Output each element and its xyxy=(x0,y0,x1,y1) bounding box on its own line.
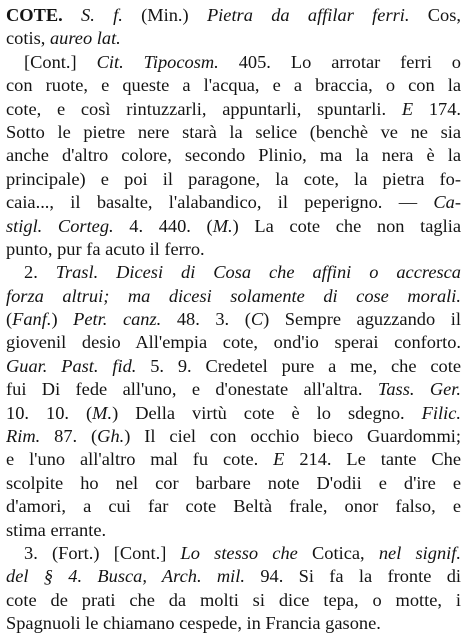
entry-line xyxy=(6,495,461,518)
entry-line xyxy=(6,4,461,27)
entry-text: Sotto le pietre nere starà la selice (benchè ve ne sia xyxy=(6,121,461,142)
headword: COTE. xyxy=(6,5,63,25)
entry-line xyxy=(6,612,461,635)
entry-text: ) Della virtù cote è lo sdegno. xyxy=(112,402,422,423)
italic-text: Fanf. xyxy=(12,309,52,330)
entry-line xyxy=(6,51,461,74)
entry-text: 87. ( xyxy=(40,426,98,447)
entry-text: ( xyxy=(6,309,13,330)
entry-line xyxy=(6,191,461,214)
italic-text: C xyxy=(250,309,264,330)
entry-text: principale) e poi il paragone, la cote, la pietra fo- xyxy=(6,168,461,189)
entry-text: 214. Le tante Che xyxy=(284,449,461,470)
entry-text: 405. Lo arrotar ferri o xyxy=(218,51,461,72)
italic-text: aureo lat. xyxy=(49,28,121,49)
italic-text: stigl. Corteg. xyxy=(6,215,114,236)
italic-text: Petr. canz. xyxy=(73,309,162,330)
italic-text: del § 4. Busca, Arch. mil. xyxy=(6,566,246,587)
entry-line xyxy=(6,472,461,495)
entry-line xyxy=(6,448,461,471)
entry-line xyxy=(6,589,461,612)
entry-text: 94. Si fa la fronte di xyxy=(245,566,461,587)
entry-line xyxy=(6,519,461,542)
entry-line xyxy=(6,378,461,401)
entry-text: Spagnuoli le chiamano cespede, in Francia gasone. xyxy=(6,613,381,634)
italic-text: Rim. xyxy=(6,426,41,447)
entry-line xyxy=(6,331,461,354)
entry-line xyxy=(6,98,461,121)
entry-line xyxy=(6,308,461,331)
entry-text: 4. 440. ( xyxy=(113,215,213,236)
entry-text: con ruote, e queste a l'acqua, e a braccia, o con la xyxy=(6,75,461,96)
entry-line xyxy=(6,285,461,308)
entry-text: e l'uno all'altro mal fu cote. xyxy=(6,449,274,470)
entry-line xyxy=(6,261,461,284)
italic-text: Trasl. Dicesi di Cosa che affini o accresca xyxy=(55,262,461,283)
entry-text: Cotica, xyxy=(297,542,379,563)
entry-text: 48. 3. ( xyxy=(161,309,251,330)
entry-text: [Cont.] xyxy=(24,51,97,72)
entry-line xyxy=(6,27,461,50)
entry-text: caia..., il basalte, l'alabandico, il peperigno. — xyxy=(6,192,434,213)
entry-text: punto, pur fa acuto il ferro. xyxy=(6,238,205,259)
italic-text: Guar. Past. fid. xyxy=(6,355,137,376)
entry-line xyxy=(6,355,461,378)
entry-line xyxy=(6,121,461,144)
entry-line xyxy=(6,425,461,448)
entry-line xyxy=(6,238,461,261)
italic-text: M. xyxy=(212,215,233,236)
entry-line xyxy=(6,542,461,565)
entry-text: anche d'altro colore, secondo Plinio, ma la nera è la xyxy=(6,145,461,166)
entry-line xyxy=(6,144,461,167)
entry-line xyxy=(6,402,461,425)
italic-text: nel signif. xyxy=(378,542,461,563)
italic-text: Cit. Tipocosm. xyxy=(96,51,219,72)
entry-line xyxy=(6,215,461,238)
italic-text: E xyxy=(401,98,414,119)
entry-text: ) Il ciel con occhio bieco Guardommi; xyxy=(124,426,461,447)
entry-text: giovenil desio All'empia cote, ond'io sperai conforto. xyxy=(6,332,461,353)
italic-text: forza altrui; ma dicesi solamente di cose morali. xyxy=(6,285,461,306)
entry-text: 3. (Fort.) [Cont.] xyxy=(24,542,181,563)
entry-line xyxy=(6,74,461,97)
entry-text: fui Di fede all'uno, e d'onestate all'altra. xyxy=(6,379,378,400)
entry-text: 2. xyxy=(24,262,56,283)
italic-text: Filic. xyxy=(421,402,461,423)
entry-text: cote, e così rintuzzarli, appuntarli, spuntarli. xyxy=(6,98,402,119)
entry-text xyxy=(63,5,81,25)
entry-text: Cos, xyxy=(409,5,461,25)
entry-text: d'amori, a cui far cote Beltà frale, onor falso, e xyxy=(6,496,461,517)
italic-text: Tass. Ger. xyxy=(377,379,461,400)
italic-text: M. xyxy=(92,402,113,423)
entry-text: stima errante. xyxy=(6,519,107,540)
entry-text: 10. 10. ( xyxy=(6,402,93,423)
entry-text: 5. 9. Credetel pure a me, che cote xyxy=(136,355,461,376)
entry-text: cotis, xyxy=(6,28,50,49)
italic-text: Lo stesso che xyxy=(180,542,298,563)
entry-text: cote de prati che da molti si dice tepa, o motte, i xyxy=(6,589,461,610)
entry-text: ) xyxy=(51,309,74,330)
italic-text: Pietra da affilar ferri. xyxy=(206,5,410,25)
entry-text: ) La cote che non taglia xyxy=(232,215,461,236)
italic-text: E xyxy=(273,449,285,470)
italic-text: Gh. xyxy=(97,426,125,447)
entry-line xyxy=(6,168,461,191)
entry-text: ) Sempre aguzzando il xyxy=(263,309,461,330)
entry-text: 174. xyxy=(413,98,461,119)
entry-text: scolpite ho nel cor barbare note D'odii e d'ire e xyxy=(6,472,461,493)
italic-text: Ca- xyxy=(433,192,461,213)
entry-text: (Min.) xyxy=(122,5,207,25)
entry-line xyxy=(6,565,461,588)
italic-text: S. f. xyxy=(81,5,123,25)
